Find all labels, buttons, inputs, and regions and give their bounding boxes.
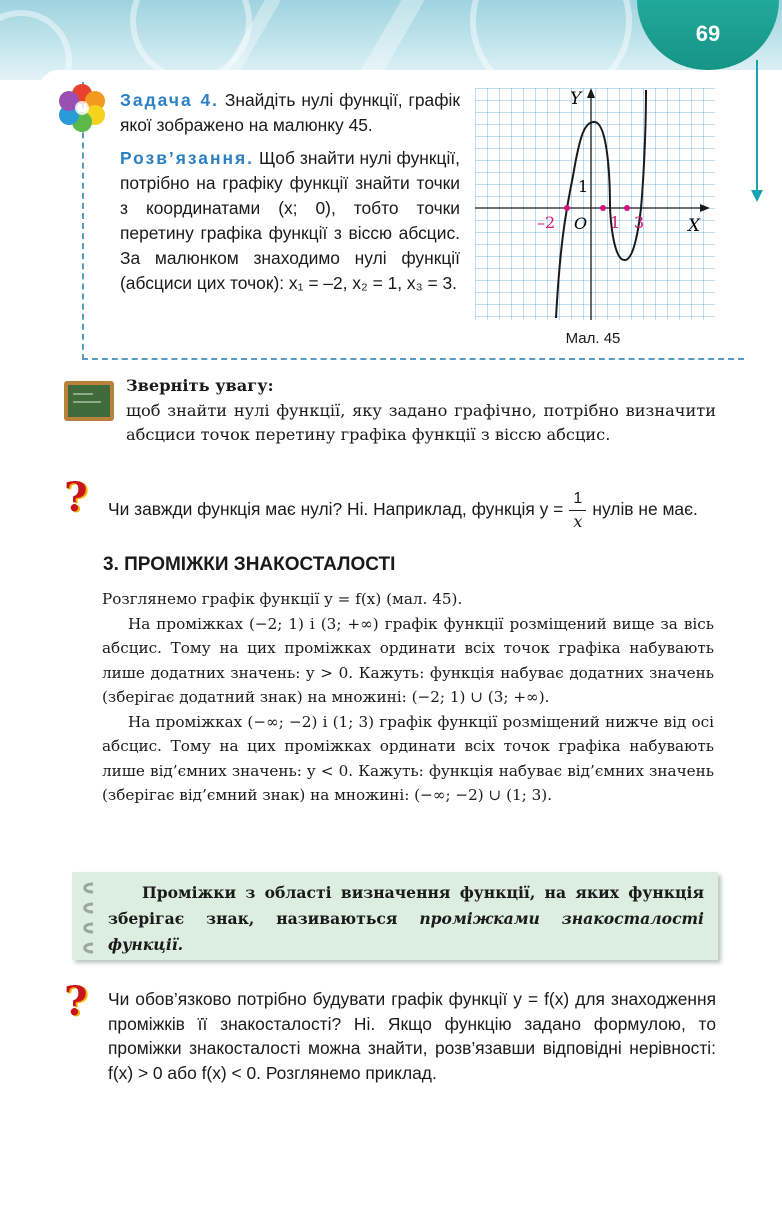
definition-main: Проміжки з області визначення функції, на яких функція зберігає знак, називаються xyxy=(108,883,704,928)
paragraph: Розглянемо графік функції y = f(x) (мал. 45). xyxy=(102,590,463,608)
flower-icon xyxy=(58,84,106,132)
zero-point xyxy=(600,205,606,211)
question-1 xyxy=(108,488,718,533)
section-body xyxy=(102,587,714,808)
figure-caption: Мал. 45 xyxy=(565,330,621,347)
note-text: щоб знайти нулі функції, яку задано графічно, потрібно визначити абсциси точок перетину графіка функції з віссю абсцис. xyxy=(126,400,716,444)
fraction-denominator: x xyxy=(573,512,583,531)
task-text xyxy=(120,88,460,304)
question-1-text: Чи завжди функція має нулі? Ні. Наприклад, функція y = xyxy=(108,499,564,520)
paragraph: На проміжках (−∞; −2) і (1; 3) графік функції розміщений нижче від осі абсцис. Тому на цих проміжках ординати всіх точок графіка набувають лише від’ємних значень: y < 0. Кажуть: функція набуває від’ємних значень (зберігає від’ємний знак) на множині: (−∞; −2) ∪ (1; 3). xyxy=(102,712,714,804)
question-mark-icon: ? xyxy=(64,474,88,521)
x-axis-label: X xyxy=(688,216,701,236)
unit-label: 1 xyxy=(578,177,589,196)
task-statement-text: Знайдіть нулі функції, графік якої зображено на малюнку 45. xyxy=(120,90,460,135)
origin-label: O xyxy=(574,214,588,233)
note-block xyxy=(126,374,716,448)
solution-text: Щоб знайти нулі функції, потрібно на графіку функції знайти точки з координатами (x; 0), тобто точки перетину графіка функції з віссю абсцис. За малюнком знаходимо нулі функції (абсциси цих точок): xyxy=(120,148,460,293)
x-tick-label: 3 xyxy=(634,213,645,232)
zero-point xyxy=(564,205,570,211)
section-heading: 3. ПРОМІЖКИ ЗНАКОСТАЛОСТІ xyxy=(103,554,396,575)
y-axis-label: Y xyxy=(570,89,582,109)
question-1-tail: нулів не має. xyxy=(592,499,698,520)
function-graph xyxy=(470,86,716,324)
binder-rings-icon xyxy=(78,878,96,958)
note-title: Зверніть увагу: xyxy=(126,376,274,395)
task-solution xyxy=(120,146,460,296)
question-mark-icon: ? xyxy=(64,978,88,1025)
definition-term: проміжками знакосталості функції. xyxy=(108,909,704,954)
decorative-ring xyxy=(470,0,632,80)
chalkboard-icon xyxy=(63,380,115,424)
fraction-numerator: 1 xyxy=(569,488,586,511)
arrow-down-icon xyxy=(751,190,763,202)
question-2-text: Чи обов’язково потрібно будувати графік функції y = f(x) для знаходження проміжків її знакосталості? Ні. Якщо функцію задано формулою, то проміжки знакосталості можна знайти, розв’язавши відповідні нерівності: f(x) > 0 або f(x) < 0. Розглянемо приклад. xyxy=(108,989,716,1083)
solution-label: Розв’язання. xyxy=(120,148,254,168)
page-number: 69 xyxy=(695,21,721,46)
zeros-text: x₁ = –2, x₂ = 1, x₃ = 3. xyxy=(288,273,458,293)
zero-point xyxy=(624,205,630,211)
task-statement xyxy=(120,88,460,138)
fraction xyxy=(569,488,586,533)
task-title: Задача 4. xyxy=(120,90,220,110)
x-tick-label: 1 xyxy=(610,213,621,232)
margin-line xyxy=(756,60,758,192)
paragraph: На проміжках (−2; 1) і (3; +∞) графік функції розміщений вище за вісь абсцис. Тому на цих проміжках ординати всіх точок графіка набувають лише додатних значень: y > 0. Кажуть: функція набуває додатних значень (зберігає додатний знак) на множині: (−2; 1) ∪ (3; +∞). xyxy=(102,614,714,706)
definition-text xyxy=(108,880,704,958)
decorative-bar xyxy=(351,0,428,80)
x-tick-label: –2 xyxy=(537,213,556,232)
